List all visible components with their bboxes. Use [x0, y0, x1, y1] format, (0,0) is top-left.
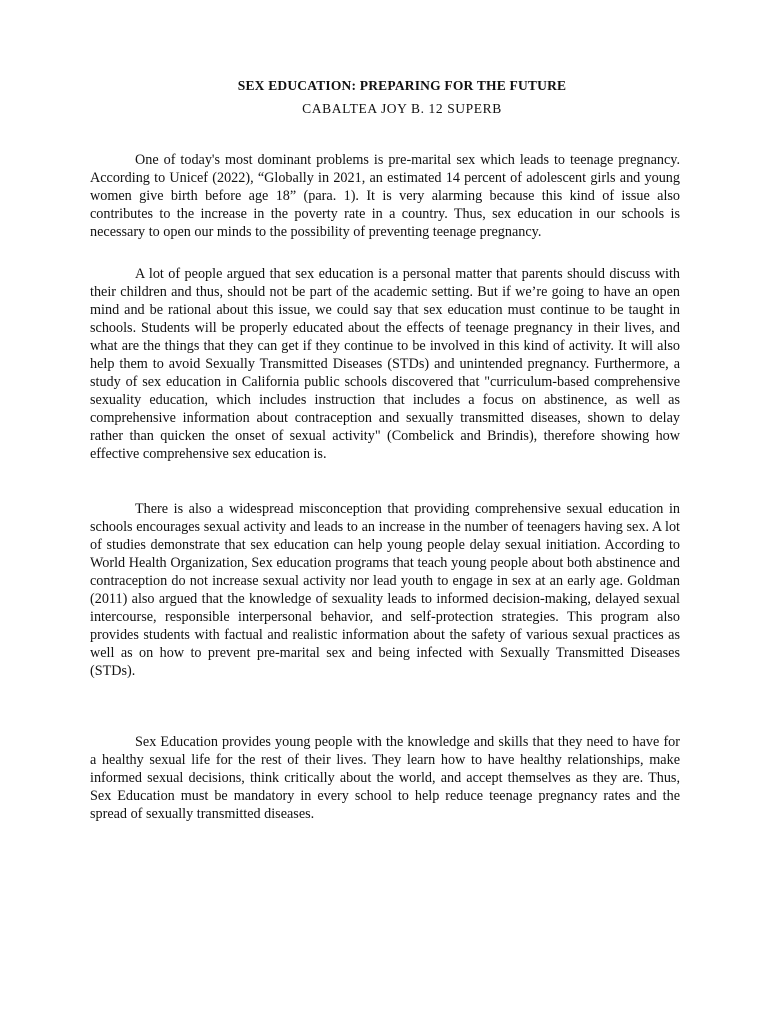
paragraph-conclusion: Sex Education provides young people with the knowledge and skills that they need to have for a healthy sexual life for the rest of their lives. They learn how to have healthy relationships, make informed sexual decisions, think critically about the world, and accept themselves as they are. Thus, Sex Education must be mandatory in every school to help reduce teenage pregnancy rates and the spread of sexually transmitted diseases. — [90, 734, 680, 822]
paragraph-intro: One of today's most dominant problems is pre-marital sex which leads to teenage pregnancy. According to Unicef (2022), “Globally in 2021, an estimated 14 percent of adolescent girls and young women give birth before age 18” (para. 1). It is very alarming because this kind of issue also contributes to the increase in the poverty rate in a country. Thus, sex education in our schools is necessary to open our minds to the possibility of preventing teenage pregnancy. — [90, 152, 680, 240]
document-title: SEX EDUCATION: PREPARING FOR THE FUTURE — [237, 78, 567, 93]
paragraph-misconception: There is also a widespread misconception that providing comprehensive sexual education in schools encourages sexual activity and leads to an increase in the number of teenagers having sex. A lot of studies demonstrate that sex education can help young people delay sexual initiation. According to World Health Organization, Sex education programs that teach young people about both abstinence and contraception do not increase sexual activity nor lead youth to engage in sex at an early age. Goldman (2011) also argued that the knowledge of sexuality leads to informed decision-making, delayed sexual intercourse, responsible interpersonal behavior, and self-protection strategies. This program also provides students with factual and realistic information about the safety of various sexual practices as well as on how to prevent pre-marital sex and being infected with Sexually Transmitted Diseases (STDs). — [90, 501, 680, 679]
author-line: CABALTEA JOY B. 12 SUPERB — [302, 101, 502, 116]
paragraph-argument: A lot of people argued that sex education is a personal matter that parents should discuss with their children and thus, should not be part of the academic setting. But if we’re going to have an open mind and be rational about this issue, we could say that sex education must continue to be taught in schools. Students will be properly educated about the effects of teenage pregnancy in their lives, and what are the things that they can get if they continue to be involved in this kind of activity. It will also help them to avoid Sexually Transmitted Diseases (STDs) and unintended pregnancy. Furthermore, a study of sex education in California public schools discovered that "curriculum-based comprehensive sexuality education, which includes instruction that includes a focus on abstinence, as well as comprehensive information about contraception and sexually transmitted diseases, shown to delay rather than quicken the onset of sexual activity" (Combelick and Brindis), therefore showing how effective comprehensive sex education is. — [90, 266, 680, 462]
